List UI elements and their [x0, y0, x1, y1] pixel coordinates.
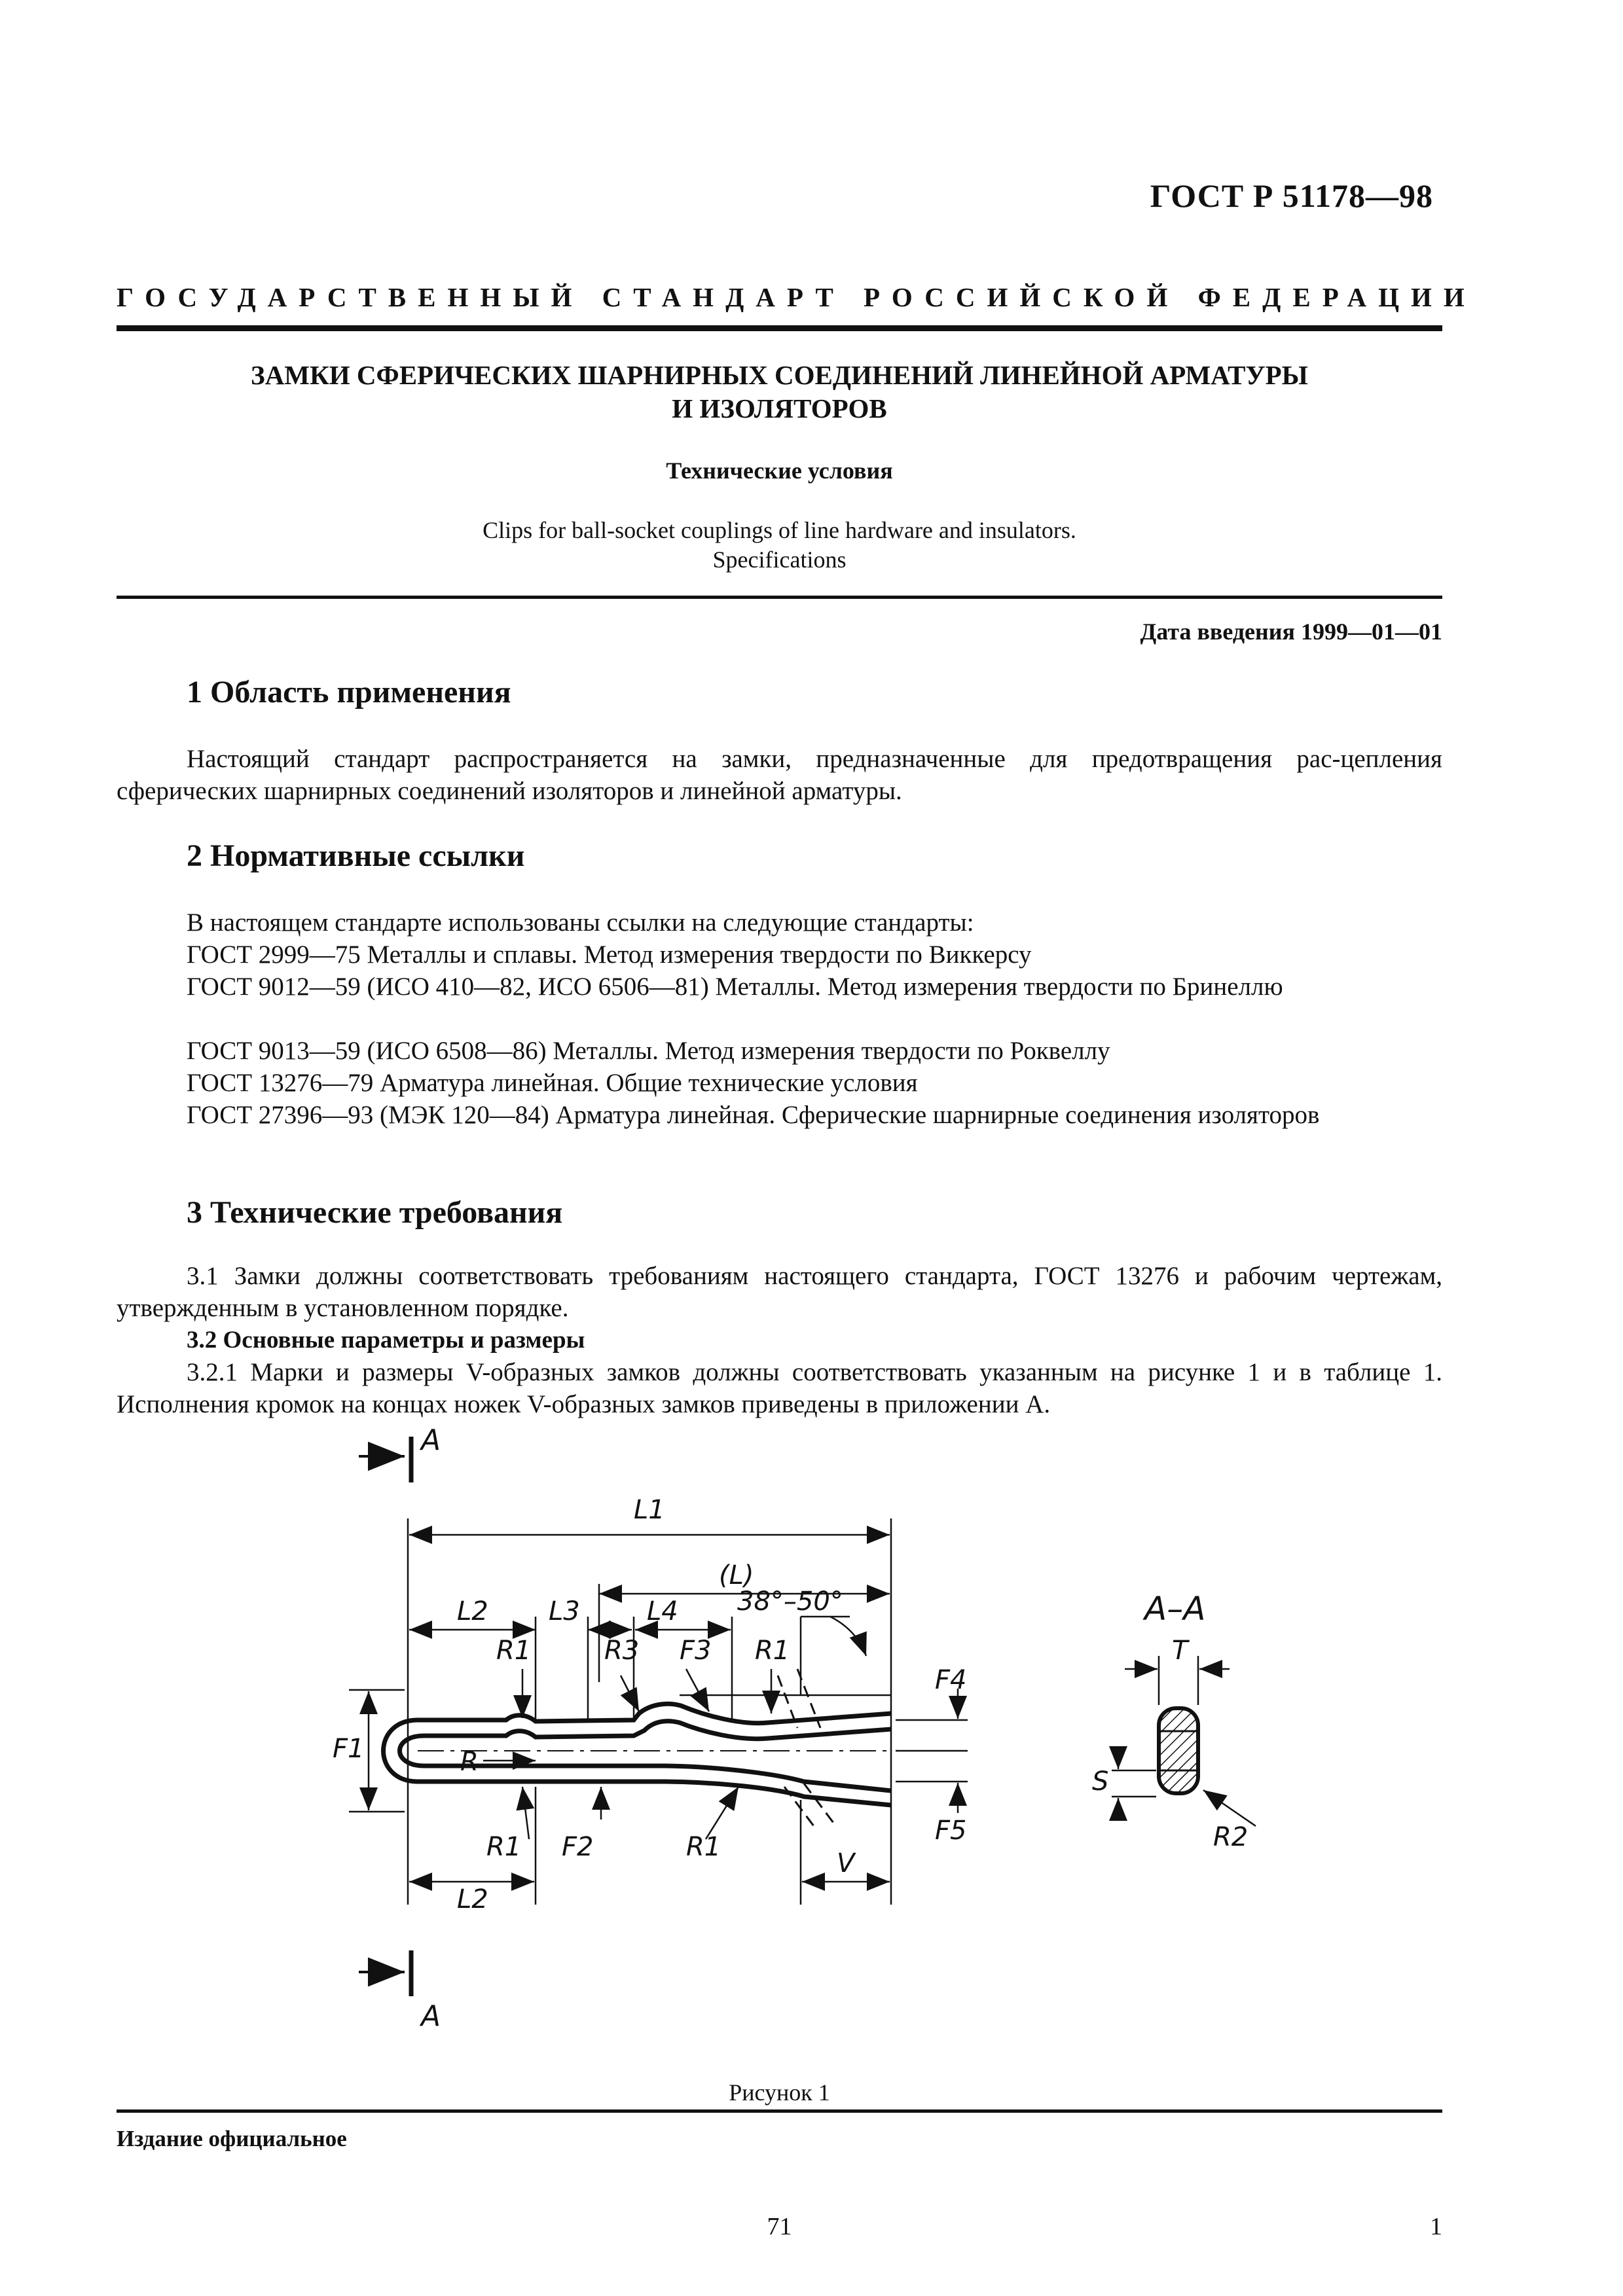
section-view-title: A–A	[1144, 1590, 1206, 1628]
label-V: V	[837, 1848, 855, 1878]
reference-item: ГОСТ 9013—59 (ИСО 6508—86) Металлы. Метод измерения твердости по Роквеллу	[187, 1037, 1110, 1065]
label-L2-top: L2	[457, 1596, 488, 1626]
paragraph-3-1: 3.1 Замки должны соответствовать требованиям настоящего стандарта, ГОСТ 13276 и рабочим чертежам, утвержденным в установленном порядке.	[117, 1262, 1442, 1322]
introduction-date: Дата введения 1999—01—01	[1140, 619, 1442, 645]
section-1-heading: 1 Область применения	[187, 675, 511, 709]
label-T: T	[1172, 1636, 1188, 1666]
section-2-intro: В настоящем стандарте использованы ссылки на следующие стандарты:	[187, 908, 974, 937]
english-title-line-2: Specifications	[712, 547, 847, 573]
label-R3: R3	[604, 1636, 640, 1666]
label-F4: F4	[935, 1665, 967, 1695]
section-letter-bottom: A	[421, 2000, 441, 2033]
label-L3: L3	[549, 1596, 580, 1626]
label-L2-bottom: L2	[457, 1884, 488, 1914]
sheet-number: 1	[1430, 2213, 1442, 2240]
label-R1-a: R1	[496, 1636, 532, 1666]
label-S: S	[1092, 1767, 1109, 1797]
label-R1-c: R1	[486, 1832, 522, 1862]
title-rule	[117, 596, 1442, 599]
label-F5: F5	[935, 1816, 967, 1846]
header-rule	[117, 325, 1442, 331]
paragraph-3-2-heading: 3.2 Основные параметры и размеры	[187, 1327, 585, 1354]
reference-item: ГОСТ 27396—93 (МЭК 120—84) Арматура линейная. Сферические шарнирные соединения изоляторов	[187, 1101, 1320, 1129]
page-number: 71	[767, 2213, 792, 2240]
label-F1: F1	[333, 1734, 365, 1764]
section-view-a-a	[1092, 1590, 1256, 1852]
reference-item: ГОСТ 13276—79 Арматура линейная. Общие технические условия	[187, 1069, 918, 1097]
english-title-line-1: Clips for ball-socket couplings of line hardware and insulators.	[483, 517, 1076, 543]
reference-item: ГОСТ 2999—75 Металлы и сплавы. Метод измерения твердости по Виккерсу	[187, 941, 1032, 969]
document-title	[117, 359, 1442, 426]
label-F3: F3	[680, 1636, 712, 1666]
label-R1-d: R1	[686, 1832, 721, 1862]
paragraph-3-2-1: 3.2.1 Марки и размеры V-образных замков должны соответствовать указанным на рисунке 1 и в таблице 1. Исполнения кромок на концах ножек V-образных замков приведены в приложении А.	[117, 1358, 1442, 1418]
figure-1-drawing	[117, 1420, 1442, 2075]
reference-item: ГОСТ 9012—59 (ИСО 410—82, ИСО 6506—81) Металлы. Метод измерения твердости по Бринеллю	[187, 973, 1283, 1001]
label-R2: R2	[1213, 1822, 1249, 1852]
document-subtitle: Технические условия	[666, 457, 893, 484]
label-R1-b: R1	[755, 1636, 790, 1666]
dimension-labels	[333, 1495, 966, 1914]
label-L1: L1	[634, 1495, 665, 1525]
document-code: ГОСТ Р 51178—98	[1150, 177, 1433, 214]
section-2-heading: 2 Нормативные ссылки	[187, 838, 525, 873]
label-L4: L4	[647, 1596, 678, 1626]
english-title	[117, 516, 1442, 575]
section-letter-top: A	[421, 1424, 441, 1457]
label-F2: F2	[562, 1832, 594, 1862]
section-1-text: Настоящий стандарт распространяется на замки, предназначенные для предотвращения рас-цепления сферических шарнирных соединений изоляторов и линейной арматуры.	[117, 745, 1442, 805]
title-line-1: ЗАМКИ СФЕРИЧЕСКИХ ШАРНИРНЫХ СОЕДИНЕНИЙ ЛИНЕЙНОЙ АРМАТУРЫ	[251, 360, 1308, 390]
edition-label: Издание официальное	[117, 2126, 347, 2151]
section-marker-bottom	[359, 1950, 441, 2033]
label-L: (L)	[719, 1560, 754, 1590]
section-3-heading: 3 Технические требования	[187, 1195, 563, 1230]
section-marker-top	[359, 1424, 441, 1482]
dimension-lines	[349, 1518, 968, 1905]
figure-caption: Рисунок 1	[729, 2079, 830, 2106]
label-angle: 38°–50°	[737, 1587, 843, 1617]
clip-outline	[384, 1669, 892, 1826]
title-line-2: И ИЗОЛЯТОРОВ	[672, 393, 887, 424]
state-standard-banner: ГОСУДАРСТВЕННЫЙ СТАНДАРТ РОССИЙСКОЙ ФЕДЕРАЦИИ	[117, 282, 1476, 312]
label-R: R	[460, 1747, 479, 1777]
footer-rule	[117, 2109, 1442, 2113]
